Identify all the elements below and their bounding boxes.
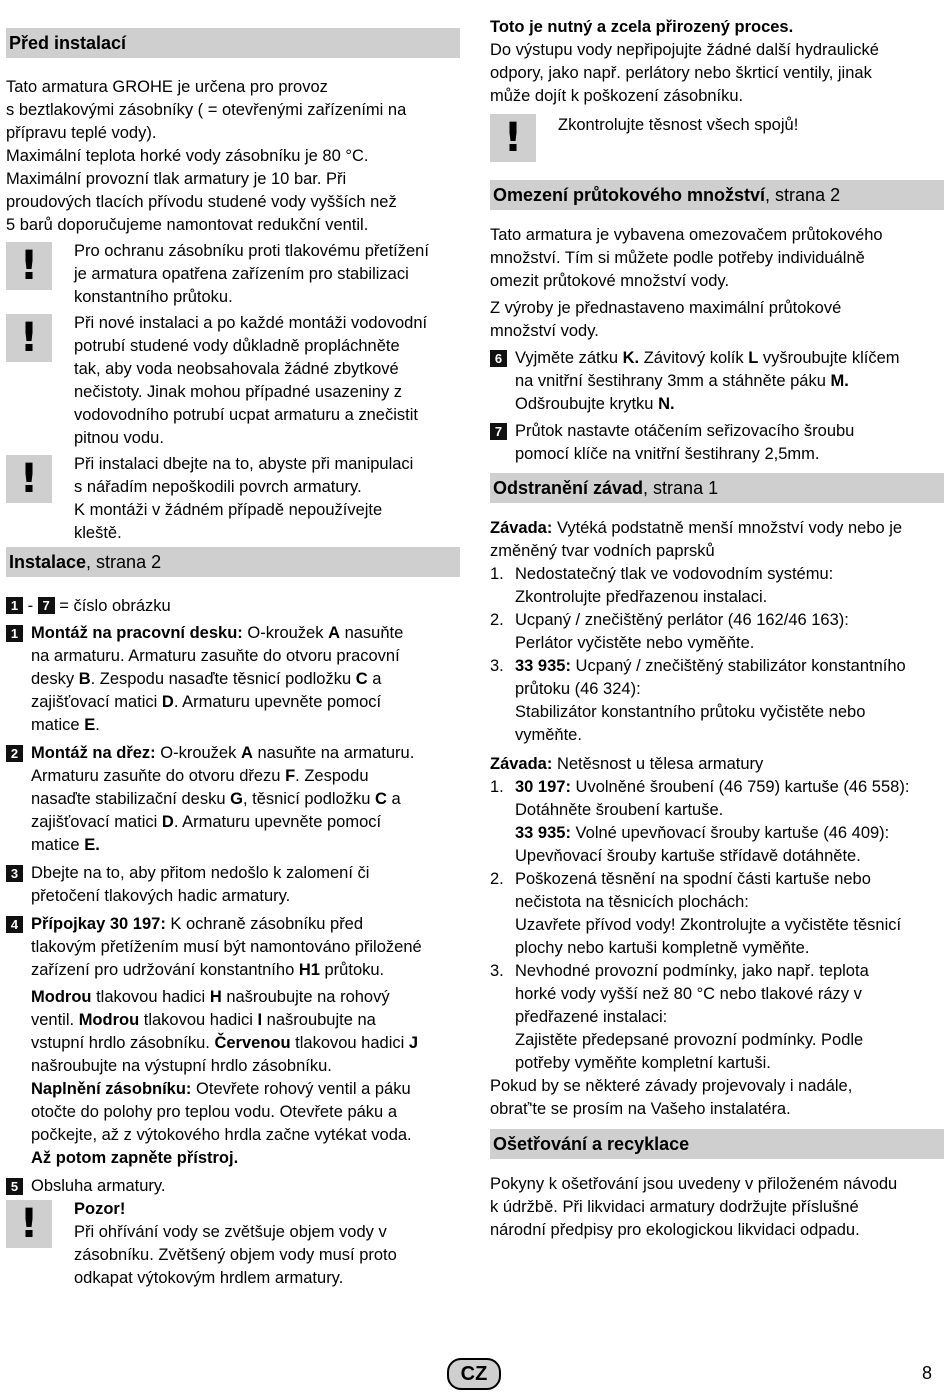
intro-text: Tato armatura GROHE je určena pro provoz s beztlakovými zásobníky ( = otevřenými zařízeními na přípravu teplé vody). Maximální teplota horké vody zásobníku je 80 °C. Maximální provozní tlak armatury je 10 bar. Při proudových tlacích přívodu studené vody vyšších než 5 barů doporučujeme namontovat redukční ventil.: [6, 78, 407, 234]
list-item: 3. 33 935: Ucpaný / znečištěný stabilizátor konstantního průtoku (46 324): Stabilizátor konstantního průtoku vyčistěte nebo vyměňte.: [490, 657, 906, 744]
list-item: 3. Nevhodné provozní podmínky, jako např. teplota horké vody vyšší než 80 °C nebo tlakové rázy v předřazené instalaci: Zajistěte předepsané provozní podmínky. Podle potřeby vyměňte kompletní kartuši.: [490, 962, 869, 1072]
factory-setting-text: Z výroby je přednastaveno maximální průtokové množství vody.: [490, 299, 842, 340]
list-item: 1. 30 197: Uvolněné šroubení (46 759) kartuše (46 558): Dotáhněte šroubení kartuše. 33 935: Volné upevňovací šrouby kartuše (46 409): Upevňovací šrouby kartuše střídavě dotáhněte.: [490, 778, 910, 865]
warning-5: ! Zkontrolujte těsnost všech spojů!: [490, 112, 944, 164]
list-number: 3.: [490, 657, 504, 675]
warning-icon: !: [6, 242, 52, 290]
warning-icon: !: [6, 455, 52, 503]
process-note: Toto je nutný a zcela přirozený proces.: [490, 18, 794, 36]
step-number: 4: [6, 916, 23, 933]
step-5: 5 Obsluha armatury.: [6, 1175, 460, 1198]
list-item: 2. Ucpaný / znečištěný perlátor (46 162/46 163): Perlátor vyčistěte nebo vyměňte.: [490, 611, 849, 652]
fault-2-list: [490, 776, 944, 1075]
warning-3: ! Při instalaci dbejte na to, abyste při manipulaci s nářadím nepoškodili povrch armatury. K montáži v žádném případě nepoužívejte kleště.: [6, 453, 460, 545]
closing-text: Pokud by se některé závady projevovaly i nadále, obrať'te se prosím na Vašeho instalatéra.: [490, 1077, 853, 1118]
list-number: 1.: [490, 778, 504, 796]
step-2: 2 Montáž na dřez: O-kroužek A nasuňte na armaturu. Armaturu zasuňte do otvoru dřezu F. Zespodu nasaďte stabilizační desku G, těsnicí podložku C a zajišťovací matici D. Armaturu upevněte pomocí matice E.: [6, 742, 460, 857]
care-text: Pokyny k ošetřování jsou uvedeny v přiloženém návodu k údržbě. Při likvidaci armatury dodržujte příslušné národní předpisy pro ekologickou likvidaci odpadu.: [490, 1175, 898, 1239]
section-header-installation: Instalace, strana 2: [6, 547, 460, 577]
list-number: 3.: [490, 962, 504, 980]
step-6: 6 Vyjměte zátku K. Závitový kolík L vyšroubujte klíčem na vnitřní šestihrany 3mm a stáhněte páku M. Odšroubujte krytku N.: [490, 347, 944, 416]
section-header-flow-limit: Omezení průtokového množství, strana 2: [490, 180, 944, 210]
step-number: 6: [490, 350, 507, 367]
right-column: [490, 0, 944, 1242]
step-1: 1 Montáž na pracovní desku: O-kroužek A nasuňte na armaturu. Armaturu zasuňte do otvoru pracovní desky B. Zespodu nasaďte těsnicí podložku C a zajišťovací matici D. Armaturu upevněte pomocí matice E.: [6, 622, 460, 737]
warning-4: ! Pozor! Při ohřívání vody se zvětšuje objem vody v zásobníku. Zvětšený objem vody musí proto odkapat výtokovým hrdlem armatury.: [6, 1198, 460, 1290]
step-number: 2: [6, 745, 23, 762]
step-number: 7: [490, 423, 507, 440]
section-header-care: Ošetřování a recyklace: [490, 1129, 944, 1159]
flow-limit-text: Tato armatura je vybavena omezovačem průtokového množství. Tím si můžete podle potřeby individuálně omezit průtokové množství vody.: [490, 226, 883, 290]
section-header-before-install: Před instalací: [6, 28, 460, 58]
fault-2: Závada: Netěsnost u tělesa armatury: [490, 755, 764, 773]
step-7: 7 Průtok nastavte otáčením seřizovacího šroubu pomocí klíče na vnitřní šestihrany 2,5mm.: [490, 420, 944, 466]
step-3: 3 Dbejte na to, aby přitom nedošlo k zalomení či přetočení tlakových hadic armatury.: [6, 862, 460, 908]
list-number: 2.: [490, 870, 504, 888]
warning-2: ! Při nové instalaci a po každé montáži vodovodní potrubí studené vody důkladně propláchněte tak, aby voda neobsahovala žádné zbytkové nečistoty. Jinak mohou případné usazeniny z vodovodního potrubí ucpat armaturu a znečistit pitnou vodu.: [6, 312, 460, 450]
list-number: 1.: [490, 565, 504, 583]
fault-1: Závada: Vytéká podstatně menší množství vody nebo je změněný tvar vodních paprsků: [490, 519, 903, 560]
step-4: 4 Přípojkay 30 197: K ochraně zásobníku před tlakovým přetížením musí být namontováno přiložené zařízení pro udržování konstantního H1 průtoku. Modrou tlakovou hadici H našroubujte na rohový ventil. Modrou tlakovou hadici I našroubujte na vstupní hrdlo zásobníku. Červenou tlakovou hadici J našroubujte na výstupní hrdlo zásobníku. Naplnění zásobníku: Otevřete rohový ventil a páku otočte do polohy pro teplou vodu. Otevřete páku a počkejte, až z výtokového hrdla začne vytékat voda. Až potom zapněte přístroj.: [6, 913, 460, 1170]
step-number: 3: [6, 865, 23, 882]
warning-icon: !: [6, 1200, 52, 1248]
step-number: 5: [6, 1178, 23, 1195]
figure-legend: 1 - 7 = číslo obrázku: [6, 595, 460, 618]
step-number: 1: [6, 625, 23, 642]
warning-icon: !: [6, 314, 52, 362]
fault-1-list: [490, 563, 944, 747]
hydraulic-note: Do výstupu vody nepřipojujte žádné další hydraulické odpory, jako např. perlátory nebo škrticí ventily, jinak může dojít k poškození zásobníku.: [490, 41, 879, 105]
country-badge: CZ: [447, 1358, 501, 1390]
list-item: 1. Nedostatečný tlak ve vodovodním systému: Zkontrolujte předřazenou instalaci.: [490, 565, 834, 606]
warning-icon: !: [490, 114, 536, 162]
page-number: 8: [922, 1363, 933, 1383]
list-number: 2.: [490, 611, 504, 629]
section-header-troubleshooting: Odstranění závad, strana 1: [490, 473, 944, 503]
warning-1: ! Pro ochranu zásobníku proti tlakovému přetížení je armatura opatřena zařízením pro stabilizaci konstantního průtoku.: [6, 240, 460, 309]
list-item: 2. Poškozená těsnění na spodní části kartuše nebo nečistota na těsnicích plochách: Uzavřete přívod vody! Zkontrolujte a vyčistěte těsnicí plochy nebo kartuši kompletně vyměňte.: [490, 870, 902, 957]
left-column: [6, 0, 460, 1290]
